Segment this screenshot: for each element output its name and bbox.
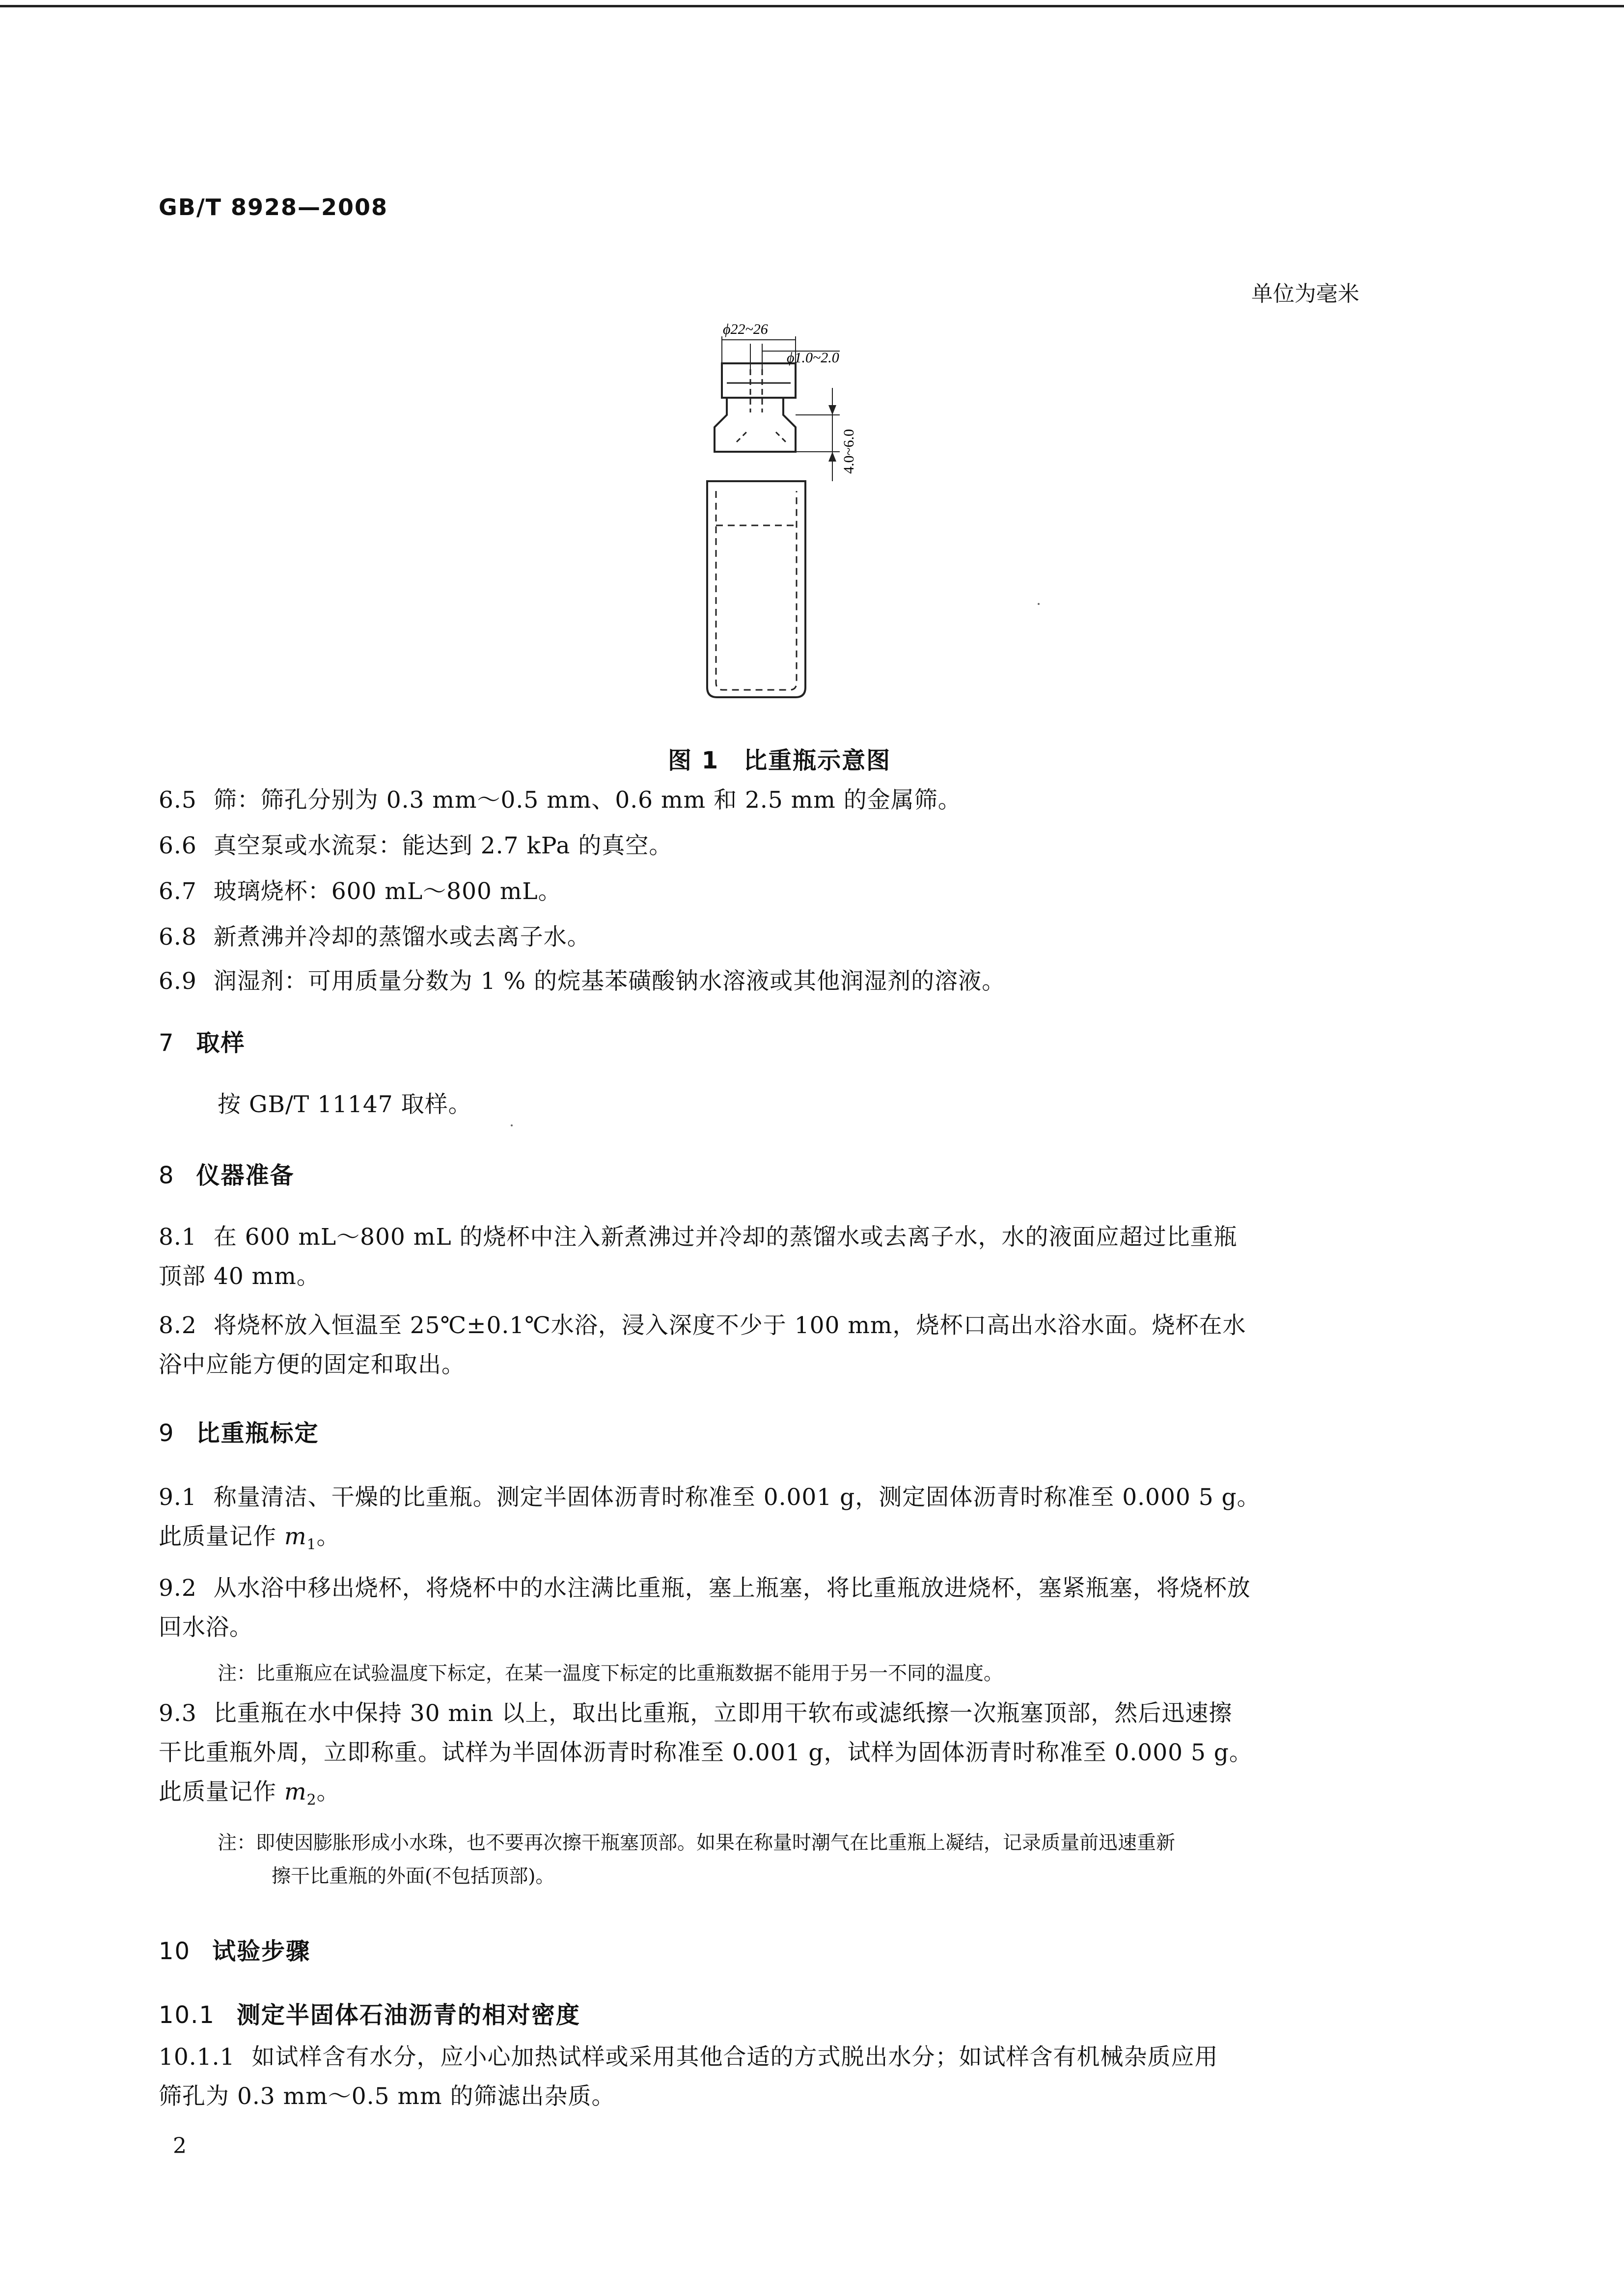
item-number: 6.6: [159, 832, 197, 859]
figure-caption: 图 1 比重瓶示意图: [668, 747, 891, 774]
item-text: 筛：筛孔分别为 0.3 mm～0.5 mm、0.6 mm 和 2.5 mm 的金属筛。: [213, 787, 962, 814]
unit-note: 单位为毫米: [1251, 281, 1359, 306]
para-number: 8.2: [159, 1312, 197, 1339]
section-number: 7: [159, 1029, 175, 1057]
para-line: 称量清洁、干燥的比重瓶。测定半固体沥青时称准至 0.001 g，测定固体沥青时称准至 0.000 5 g。: [213, 1484, 1261, 1511]
item-text: 真空泵或水流泵：能达到 2.7 kPa 的真空。: [213, 832, 673, 859]
para-number: 10.1.1: [159, 2044, 235, 2071]
para-9-3: [159, 1694, 1421, 1820]
dim-gap-arrow-bottom: [828, 452, 836, 462]
para-number: 9.2: [159, 1575, 197, 1602]
item-6-8: [159, 918, 1421, 957]
mass-variable: m: [284, 1523, 307, 1550]
section-number: 10: [159, 1938, 191, 1965]
subsection-title: 测定半固体石油沥青的相对密度: [236, 2001, 580, 2029]
para-line: 从水浴中移出烧杯，将烧杯中的水注满比重瓶，塞上瓶塞，将比重瓶放进烧杯，塞紧瓶塞，将烧杯放: [213, 1575, 1251, 1602]
para-line: 回水浴。: [159, 1614, 253, 1641]
para-line: 此质量记作: [159, 1778, 284, 1805]
mass-subscript: 2: [306, 1791, 317, 1809]
section-8-heading: [159, 1156, 295, 1190]
pycnometer-diagram: [678, 314, 933, 707]
note-9-3: [218, 1827, 1421, 1893]
scan-speck: [511, 1124, 513, 1126]
page-number: 2: [173, 2133, 187, 2159]
item-text: 润湿剂：可用质量分数为 1 % 的烷基苯磺酸钠水溶液或其他润湿剂的溶液。: [213, 968, 1006, 995]
para-number: 9.1: [159, 1484, 197, 1511]
dim-gap-label: 4.0~6.0: [841, 429, 857, 474]
scan-speck: [1038, 603, 1040, 605]
note-line: 注：即使因膨胀形成小水珠，也不要再次擦干瓶塞顶部。如果在称量时潮气在比重瓶上凝结，记录质量前迅速重新: [218, 1832, 1176, 1854]
para-line: 浴中应能方便的固定和取出。: [159, 1351, 465, 1378]
section-title: 仪器准备: [196, 1162, 295, 1189]
bottle-inner: [716, 491, 797, 690]
section-title: 取样: [196, 1029, 246, 1057]
para-line: 干比重瓶外周，立即称重。试样为半固体沥青时称准至 0.001 g，试样为固体沥青时称准至 0.000 5 g。: [159, 1739, 1253, 1766]
para-10-1-1: [159, 2038, 1421, 2116]
stopper-head: [722, 363, 796, 398]
mass-subscript: 1: [306, 1536, 317, 1554]
para-line-end: 。: [316, 1778, 340, 1805]
item-6-7: [159, 872, 1421, 911]
stopper-body: [715, 398, 796, 452]
dim-gap-arrow-top: [828, 405, 836, 415]
subsection-number: 10.1: [159, 2001, 215, 2029]
stopper-inner: [737, 432, 786, 442]
top-border-line: [0, 5, 1624, 7]
note-line: 擦干比重瓶的外面(不包括顶部)。: [272, 1865, 555, 1887]
item-6-9: [159, 962, 1421, 1001]
item-number: 6.7: [159, 878, 197, 905]
para-8-2: [159, 1306, 1421, 1385]
item-text: 新煮沸并冷却的蒸馏水或去离子水。: [213, 924, 591, 951]
dim-outer-label: ϕ22~26: [723, 321, 768, 337]
bottle-outline: [707, 481, 805, 697]
item-number: 6.5: [159, 787, 197, 814]
section-number: 8: [159, 1162, 175, 1189]
item-6-5: [159, 781, 1421, 820]
para-line: 将烧杯放入恒温至 25℃±0.1℃水浴，浸入深度不少于 100 mm，烧杯口高出水浴水面。烧杯在水: [213, 1312, 1246, 1339]
section-10-heading: [159, 1932, 310, 1966]
item-number: 6.8: [159, 924, 197, 951]
section-9-heading: [159, 1414, 319, 1448]
section-7-heading: [159, 1024, 246, 1058]
para-line: 在 600 mL～800 mL 的烧杯中注入新煮沸过并冷却的蒸馏水或去离子水，水的液面应超过比重瓶: [213, 1224, 1238, 1251]
para-line: 如试样含有水分，应小心加热试样或采用其他合适的方式脱出水分；如试样含有机械杂质应用: [251, 2044, 1218, 2071]
section-title: 比重瓶标定: [196, 1420, 319, 1447]
item-6-6: [159, 826, 1421, 866]
mass-variable: m: [284, 1778, 307, 1805]
para-line: 比重瓶在水中保持 30 min 以上，取出比重瓶，立即用干软布或滤纸擦一次瓶塞顶部，然后迅速擦: [213, 1700, 1233, 1727]
para-8-1: [159, 1218, 1421, 1296]
para-line: 此质量记作: [159, 1523, 284, 1550]
subsection-10-1-heading: [159, 1996, 580, 2030]
para-line: 筛孔为 0.3 mm～0.5 mm 的筛滤出杂质。: [159, 2083, 615, 2110]
dim-hole-label: ϕ1.0~2.0: [787, 350, 839, 366]
para-9-2: [159, 1569, 1421, 1647]
para-9-1: [159, 1478, 1421, 1564]
section-title: 试验步骤: [212, 1938, 311, 1965]
section-7-text: 按 GB/T 11147 取样。: [218, 1091, 472, 1118]
item-text: 玻璃烧杯：600 mL～800 mL。: [213, 878, 562, 905]
para-number: 8.1: [159, 1224, 197, 1251]
para-line: 顶部 40 mm。: [159, 1263, 320, 1290]
note-9-2: 注：比重瓶应在试验温度下标定，在某一温度下标定的比重瓶数据不能用于另一不同的温度。: [218, 1663, 1003, 1685]
standard-code: GB/T 8928—2008: [159, 194, 388, 220]
item-number: 6.9: [159, 968, 197, 995]
para-number: 9.3: [159, 1700, 197, 1727]
section-number: 9: [159, 1420, 175, 1447]
para-line-end: 。: [316, 1523, 340, 1550]
